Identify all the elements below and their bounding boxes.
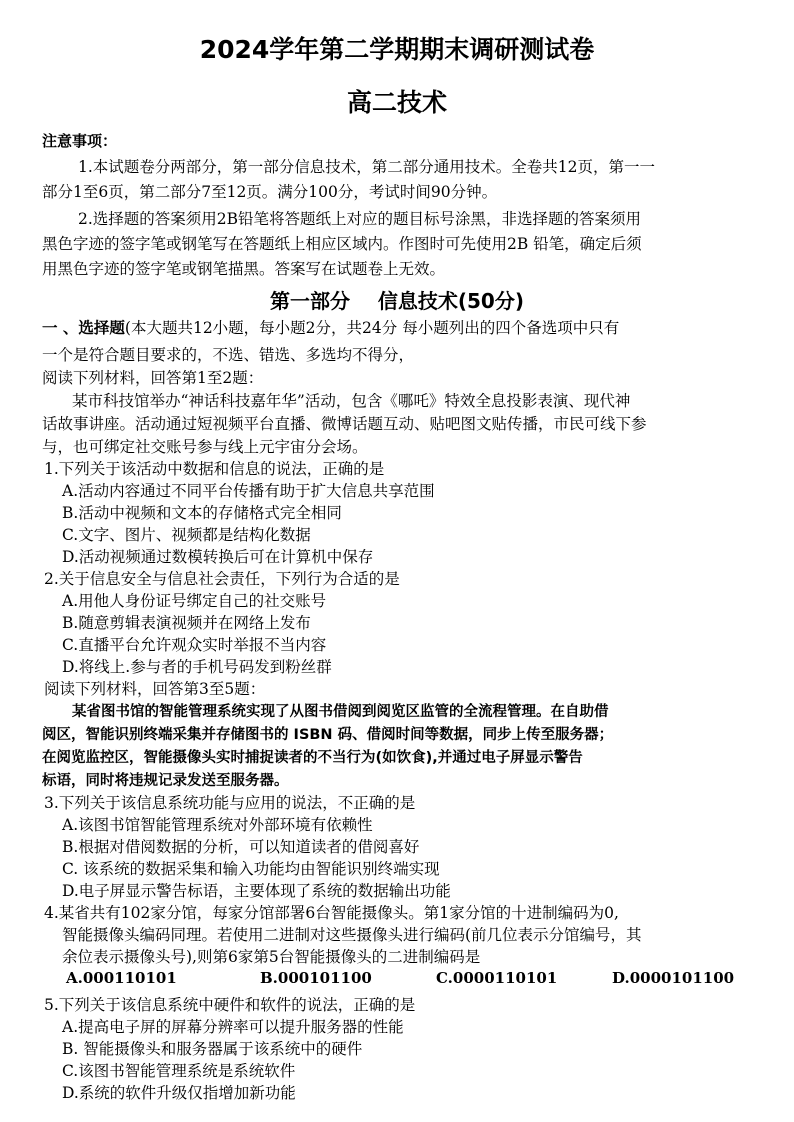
q4-stem-line1: 4.某省共有102家分馆，每家分馆部署6台智能摄像头。第1家分馆的十进制编码为0, [44, 904, 619, 922]
material1-line3: 与，也可绑定社交账号参与线上元宇宙分会场。 [42, 438, 368, 456]
notes-item2-line1: 2.选择题的答案须用2B铅笔将答题纸上对应的题目标号涂黑，非选择题的答案须用 [78, 210, 642, 228]
q4-option-d: D.0000101100 [612, 969, 735, 987]
q4-stem-line2: 智能摄像头编码同理。若使用二进制对这些摄像头进行编码(前几位表示分馆编号，其 [62, 926, 642, 944]
q5-option-d: D.系统的软件升级仅指增加新功能 [62, 1084, 296, 1102]
material2-line2: 阅区，智能识别终端采集并存储图书的 ISBN 码、借阅时间等数据，同步上传至服务器； [42, 727, 614, 743]
material2-line4: 标语，同时将违规记录发送至服务器。 [42, 773, 289, 789]
notes-heading: 注意事项： [42, 132, 118, 150]
q1-option-a: A.活动内容通过不同平台传播有助于扩大信息共享范围 [62, 482, 435, 500]
section-label: 一 、选择题 [42, 319, 125, 337]
q2-option-b: B.随意剪辑表演视频并在网络上发布 [62, 614, 311, 632]
exam-subtitle: 高二技术 [346, 88, 447, 117]
q4-option-c: C.0000110101 [436, 969, 558, 987]
notes-item2-line2: 黑色字迹的签字笔或钢笔写在答题纸上相应区域内。作图时可先使用2B 铅笔，确定后须 [42, 235, 642, 253]
q2-option-d: D.将线上.参与者的手机号码发到粉丝群 [62, 658, 332, 676]
exam-title: 2024学年第二学期期末调研测试卷 [199, 35, 595, 64]
material2-line1: 某省图书馆的智能管理系统实现了从图书借阅到阅览区监管的全流程管理。在自助借 [72, 704, 609, 720]
material1-intro: 阅读下列材料，回答第1至2题： [42, 369, 264, 387]
material1-line1: 某市科技馆举办“神话科技嘉年华”活动，包含《哪吒》特效全息投影表演、现代神 [72, 392, 631, 410]
q3-stem: 3.下列关于该信息系统功能与应用的说法，不正确的是 [44, 794, 416, 812]
notes-item2-line3: 用黑色字迹的签字笔或钢笔描黑。答案写在试题卷上无效。 [42, 260, 446, 278]
section-desc-line2: 一个是符合题目要求的，不选、错选、多选均不得分， [42, 346, 415, 364]
q5-option-a: A.提高电子屏的屏幕分辨率可以提升服务器的性能 [62, 1018, 404, 1036]
notes-item1-line1: 1.本试题卷分两部分，第一部分信息技术，第二部分通用技术。全卷共12页，第一一 [78, 158, 656, 176]
q1-option-d: D.活动视频通过数模转换后可在计算机中保存 [62, 548, 374, 566]
q4-option-a: A.000110101 [66, 969, 177, 987]
part1-heading: 第一部分 信息技术(50分) [270, 289, 524, 313]
notes-item1-line2: 部分1至6页，第二部分7至12页。满分100分，考试时间90分钟。 [42, 183, 498, 201]
q3-option-b: B.根据对借阅数据的分析，可以知道读者的借阅喜好 [62, 838, 420, 856]
material2-line3: 在阅览监控区，智能摄像头实时捕捉读者的不当行为(如饮食),并通过电子屏显示警告 [42, 750, 583, 766]
material2-intro: 阅读下列材料，回答第3至5题： [44, 680, 266, 698]
q1-option-b: B.活动中视频和文本的存储格式完全相同 [62, 504, 342, 522]
q2-option-a: A.用他人身份证号绑定自己的社交账号 [62, 592, 327, 610]
material1-line2: 话故事讲座。活动通过短视频平台直播、微博话题互动、贴吧图文贴传播，市民可线下参 [42, 415, 647, 433]
q3-option-a: A.该图书馆智能管理系统对外部环境有依赖性 [62, 816, 373, 834]
q1-stem: 1.下列关于该活动中数据和信息的说法，正确的是 [44, 460, 385, 478]
q5-stem: 5.下列关于该信息系统中硬件和软件的说法，正确的是 [44, 996, 416, 1014]
q3-option-d: D.电子屏显示警告标语，主要体现了系统的数据输出功能 [62, 882, 451, 900]
q1-option-c: C.文字、图片、视频都是结构化数据 [62, 526, 311, 544]
q4-stem-line3: 余位表示摄像头号),则第6家第5台智能摄像头的二进制编码是 [62, 948, 481, 966]
section-desc-line1: (本大题共12小题，每小题2分，共24分 每小题列出的四个备选项中只有 [124, 319, 620, 337]
q5-option-c: C.该图书智能管理系统是系统软件 [62, 1062, 296, 1080]
q3-option-c: C. 该系统的数据采集和输入功能均由智能识别终端实现 [62, 860, 440, 878]
section-instructions [42, 318, 619, 338]
q4-option-b: B.000101100 [260, 969, 372, 987]
q5-option-b: B. 智能摄像头和服务器属于该系统中的硬件 [62, 1040, 363, 1058]
q2-stem: 2.关于信息安全与信息社会责任，下列行为合适的是 [44, 570, 400, 588]
q2-option-c: C.直播平台允许观众实时举报不当内容 [62, 636, 327, 654]
